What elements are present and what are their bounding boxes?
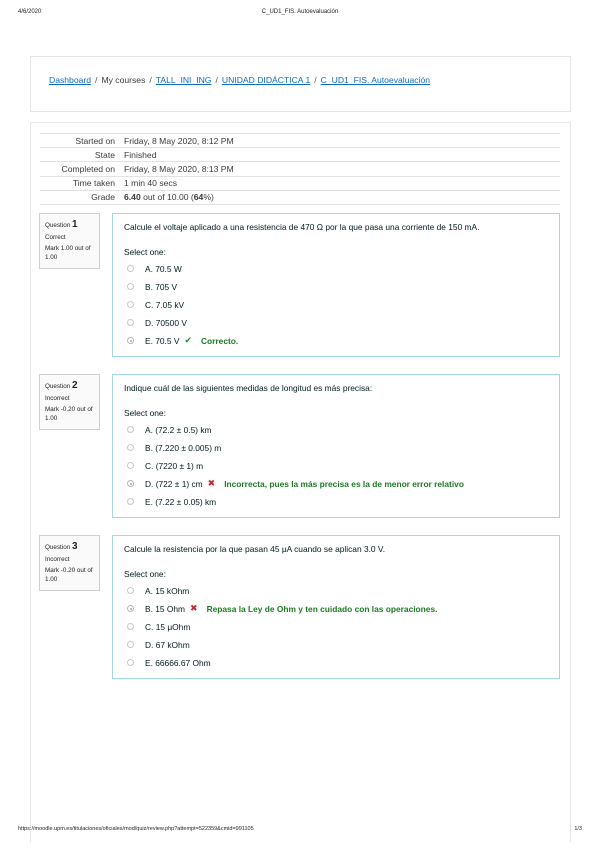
question-label: Question [45, 544, 71, 551]
radio-button-checked[interactable] [127, 337, 134, 344]
answer-list [124, 421, 548, 511]
answer-option[interactable] [124, 636, 548, 654]
answer-label: C. 7.05 kV [145, 299, 185, 310]
answer-label: D. (722 ± 1) cm [145, 478, 203, 489]
radio-button[interactable] [127, 283, 134, 290]
answer-label: E. 66666.67 Ohm [145, 657, 211, 668]
answer-label: B. (7.220 ± 0.005) m [145, 442, 222, 453]
breadcrumb-my-courses: My courses [101, 75, 146, 85]
question-number: 3 [71, 541, 78, 552]
answer-label: D. 67 kOhm [145, 639, 190, 650]
grade-out-of: out of 10.00 ( [140, 192, 194, 203]
breadcrumb-quiz-link[interactable]: C_UD1_FIS. Autoevaluación [320, 75, 431, 85]
question-info-3 [39, 535, 100, 591]
question-status: Incorrect [45, 555, 70, 563]
summary-row-completed [40, 162, 560, 176]
answer-option[interactable] [124, 457, 548, 475]
answer-option-selected[interactable] [124, 332, 548, 350]
answer-label: B. 15 Ohm [145, 603, 186, 614]
summary-row-started [40, 134, 560, 148]
radio-button[interactable] [127, 641, 134, 648]
summary-value: 1 min 40 secs [122, 176, 560, 190]
answer-option[interactable] [124, 296, 548, 314]
question-label: Question [45, 222, 71, 229]
radio-button[interactable] [127, 462, 134, 469]
answer-option[interactable] [124, 278, 548, 296]
breadcrumb-separator: / [149, 75, 152, 85]
print-header [18, 9, 582, 19]
summary-label: Started on [40, 134, 122, 148]
summary-label: State [40, 148, 122, 162]
grade-close: %) [203, 192, 214, 203]
grade-value [122, 190, 560, 204]
answer-label: E. 70.5 V [145, 335, 180, 346]
summary-label: Time taken [40, 176, 122, 190]
radio-button-checked[interactable] [127, 480, 134, 487]
select-one-prompt: Select one: [124, 407, 166, 418]
radio-button-checked[interactable] [127, 605, 134, 612]
answer-feedback: Repasa la Ley de Ohm y ten cuidado con las operaciones. [206, 603, 438, 614]
select-one-prompt: Select one: [124, 568, 166, 579]
breadcrumb-unit-link[interactable]: UNIDAD DIDÁCTICA 1 [221, 75, 311, 85]
answer-option[interactable] [124, 314, 548, 332]
print-date: 4/6/2020 [18, 9, 42, 15]
radio-button[interactable] [127, 265, 134, 272]
answer-option[interactable] [124, 493, 548, 511]
answer-option[interactable] [124, 421, 548, 439]
radio-button[interactable] [127, 659, 134, 666]
question-mark: Mark 1.00 out of 1.00 [45, 244, 91, 261]
breadcrumb-separator: / [215, 75, 218, 85]
cross-icon: ✖ [190, 603, 198, 614]
radio-button[interactable] [127, 444, 134, 451]
answer-label: A. 70.5 W [145, 263, 182, 274]
breadcrumb [49, 75, 430, 85]
answer-option[interactable] [124, 582, 548, 600]
select-one-prompt: Select one: [124, 246, 166, 257]
summary-row-time [40, 176, 560, 190]
question-status: Incorrect [45, 394, 70, 402]
summary-row-grade [40, 190, 560, 204]
question-content-3 [112, 535, 560, 679]
summary-label: Completed on [40, 162, 122, 176]
radio-button[interactable] [127, 498, 134, 505]
answer-list [124, 582, 548, 672]
grade-percent: 64 [193, 192, 204, 203]
question-info-1 [39, 213, 100, 269]
question-mark: Mark -0.20 out of 1.00 [45, 566, 93, 583]
breadcrumb-separator: / [95, 75, 98, 85]
question-number: 2 [71, 380, 78, 391]
summary-value: Finished [122, 148, 560, 162]
cross-icon: ✖ [207, 478, 216, 489]
question-text: Indique cuál de las siguientes medidas de longitud es más precisa: [124, 383, 373, 393]
print-page-number: 1/3 [574, 826, 582, 832]
question-label: Question [45, 383, 71, 390]
question-content-2 [112, 374, 560, 518]
answer-label: C. (7220 ± 1) m [145, 460, 204, 471]
radio-button[interactable] [127, 587, 134, 594]
summary-value: Friday, 8 May 2020, 8:12 PM [122, 134, 560, 148]
breadcrumb-card [30, 56, 571, 112]
question-mark: Mark -0.20 out of 1.00 [45, 405, 93, 422]
attempt-summary-table [40, 133, 560, 205]
check-icon: ✔ [184, 335, 192, 346]
radio-button[interactable] [127, 319, 134, 326]
grade-score: 6.40 [124, 192, 141, 203]
question-info-2 [39, 374, 100, 430]
answer-label: E. (7.22 ± 0.05) km [145, 496, 217, 507]
question-text: Calcule la resistencia por la que pasan 45 μA cuando se aplican 3.0 V. [124, 544, 386, 554]
breadcrumb-dashboard-link[interactable]: Dashboard [49, 75, 92, 85]
answer-label: D. 70500 V [145, 317, 187, 328]
summary-value: Friday, 8 May 2020, 8:13 PM [122, 162, 560, 176]
question-status: Correct [45, 233, 66, 241]
answer-label: A. (72.2 ± 0.5) km [145, 424, 212, 435]
answer-feedback: Incorrecta, pues la más precisa es la de menor error relativo [224, 478, 464, 489]
breadcrumb-course-link[interactable]: TALL_INI_ING [155, 75, 212, 85]
answer-label: C. 15 μOhm [145, 621, 191, 632]
answer-option[interactable] [124, 439, 548, 457]
answer-option-selected[interactable] [124, 600, 548, 618]
answer-list [124, 260, 548, 350]
radio-button[interactable] [127, 301, 134, 308]
question-text: Calcule el voltaje aplicado a una resistencia de 470 Ω por la que pasa una corriente de 150 mA. [124, 222, 480, 232]
answer-option[interactable] [124, 260, 548, 278]
answer-option[interactable] [124, 654, 548, 672]
print-title: C_UD1_FIS. Autoevaluación [261, 9, 339, 15]
print-url: https://moodle.upm.es/titulaciones/oficiales/mod/quiz/review.php?attempt=522359&cmid=991105 [18, 826, 254, 832]
summary-row-state [40, 148, 560, 162]
question-number: 1 [71, 219, 78, 230]
print-footer [18, 826, 582, 836]
answer-label: A. 15 kOhm [145, 585, 190, 596]
question-content-1 [112, 213, 560, 357]
answer-feedback: Correcto. [201, 335, 239, 346]
answer-option-selected[interactable] [124, 475, 548, 493]
answer-label: B. 705 V [145, 281, 178, 292]
radio-button[interactable] [127, 623, 134, 630]
radio-button[interactable] [127, 426, 134, 433]
summary-label: Grade [40, 190, 122, 204]
answer-option[interactable] [124, 618, 548, 636]
breadcrumb-separator: / [314, 75, 317, 85]
